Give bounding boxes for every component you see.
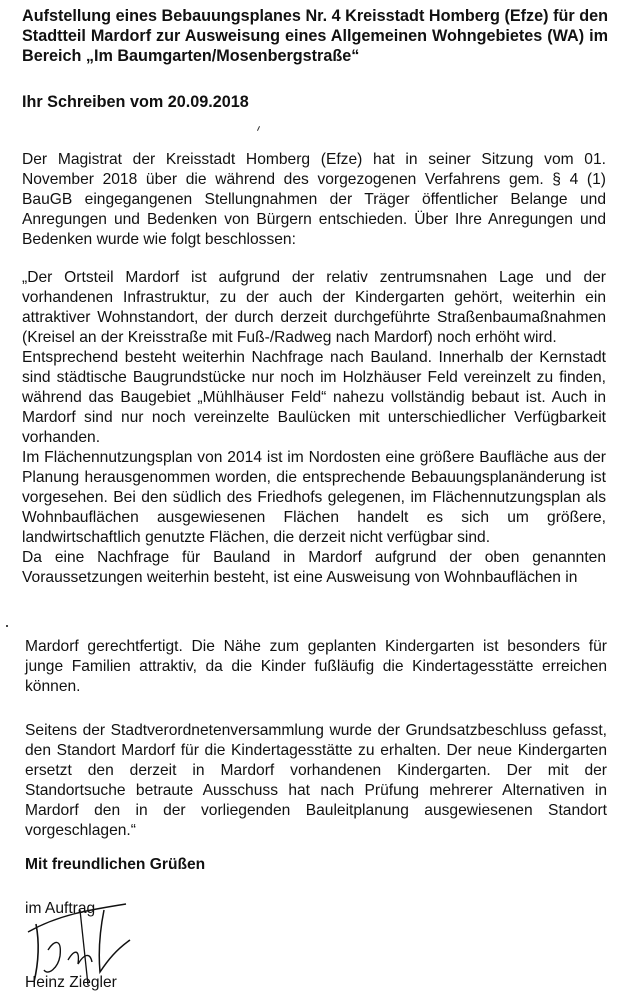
signer-name: Heinz Ziegler <box>25 974 117 991</box>
reference-line: Ihr Schreiben vom 20.09.2018 <box>22 93 249 111</box>
quote-paragraph-2: Entsprechend besteht weiterhin Nachfrage nach Bauland. Innerhalb der Kernstadt sind städtische Baugrundstücke nur noch im Holzhäuser Feld vereinzelt zu finden, während das Baugebiet „Mühlhäuser Feld“ nahezu vollständig bebaut ist. Auch in Mardorf sind nur noch vereinzelte Baulücken mit unterschiedlicher Verfügbarkeit vorhanden. <box>22 349 606 446</box>
quote-paragraph-5: Mardorf gerechtfertigt. Die Nähe zum geplanten Kindergarten ist besonders für junge Familien attraktiv, da die Kinder fußläufig die Kindertagesstätte erreichen können. <box>25 638 607 695</box>
on-behalf-label: im Auftrag <box>25 900 96 917</box>
letter-subject: Aufstellung eines Bebauungsplanes Nr. 4 Kreisstadt Homberg (Efze) für den Stadtteil Mardorf zur Ausweisung eines Allgemeinen Wohngebietes (WA) im Bereich „Im Baumgarten/Mosenbergstraße“ <box>22 7 608 65</box>
margin-mark <box>6 625 8 627</box>
quote-paragraph-3: Im Flächennutzungsplan von 2014 ist im Nordosten eine größere Baufläche aus der Planung herausgenommen worden, die entsprechende Bebauungsplanänderung ist vorgesehen. Bei den südlich des Friedhofs gelegenen, im Flächennutzungsplan als Wohnbauflächen ausgewiesenen Flächen handelt es sich um größere, landwirtschaftlich genutzte Flächen, die derzeit nicht verfügbar sind. <box>22 449 606 546</box>
intro-paragraph: Der Magistrat der Kreisstadt Homberg (Efze) hat in seiner Sitzung vom 01. November 2018 über die während des vorgezogenen Verfahrens gem. § 4 (1) BauGB eingegangenen Stellungnahmen der Träger öffentlicher Belange und Anregungen und Bedenken von Bürgern entschieden. Über Ihre Anregungen und Bedenken wurde wie folgt beschlossen: <box>22 151 606 248</box>
quote-paragraph-4: Da eine Nachfrage für Bauland in Mardorf aufgrund der oben genannten Voraussetzungen weiterhin besteht, ist eine Ausweisung von Wohnbauflächen in <box>22 549 606 586</box>
closing-salutation: Mit freundlichen Grüßen <box>25 856 206 873</box>
stray-mark <box>257 126 260 131</box>
quote-paragraph-6: Seitens der Stadtverordnetenversammlung wurde der Grundsatzbeschluss gefasst, den Standort Mardorf für die Kindertagesstätte zu erhalten. Der neue Kindergarten ersetzt den derzeit in Mardorf vorhandenen Kindergarten. Der mit der Standortsuche betraute Ausschuss hat nach Prüfung mehrerer Alternativen in Mardorf den in der vorliegenden Bauleitplanung ausgewiesenen Standort vorgeschlagen.“ <box>25 722 607 839</box>
quoted-decision-block <box>22 268 606 588</box>
quote-paragraph-1: „Der Ortsteil Mardorf ist aufgrund der relativ zentrumsnahen Lage und der vorhandenen Infrastruktur, zu der auch der Kindergarten gehört, weiterhin ein attraktiver Wohnstandort, der durch derzeit durchgeführte Straßenbaumaßnahmen (Kreisel an der Kreisstraße mit Fuß-/Radweg nach Mardorf) noch erhöht wird. <box>22 269 606 346</box>
